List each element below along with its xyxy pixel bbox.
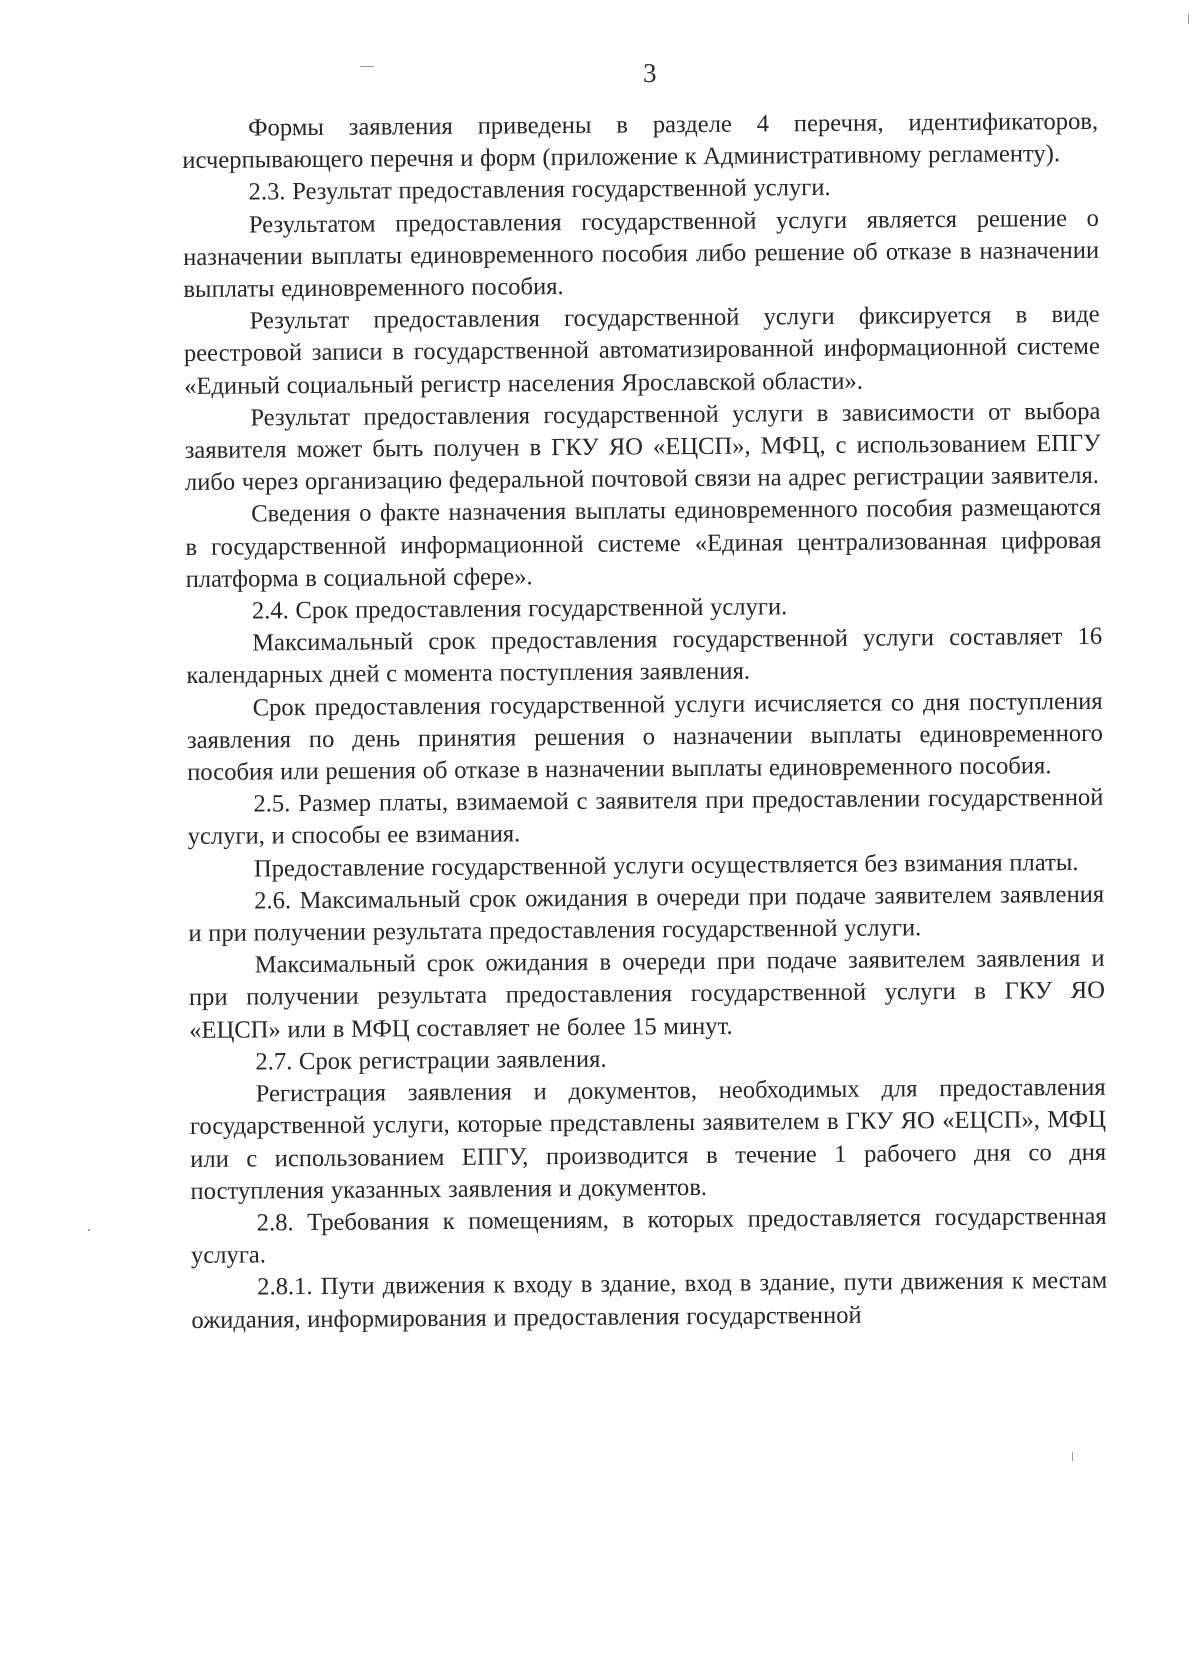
section-heading-2-4: 2.4. Срок предоставления государственной услуги. bbox=[251, 593, 788, 625]
paragraph-result: Результатом предоставления государственной услуги является решение о назначении выплаты единовременного пособия либо решение об отказе в назначении выплаты единовременного пособия. bbox=[183, 204, 1100, 304]
section-heading-2-6: 2.6. Максимальный срок ожидания в очереди при подаче заявителем заявления и при получении результата предоставления государственной услуги. bbox=[188, 880, 1105, 948]
paragraph-registration: Регистрация заявления и документов, необходимых для предоставления государственной услуги, которые представлены заявителем в ГКУ ЯО «ЕЦСП», МФЦ или с использованием ЕПГУ, производится в течение 1 рабочего дня со дня поступления указанных заявления и документов. bbox=[189, 1073, 1107, 1205]
paragraph-forms: Формы заявления приведены в разделе 4 перечня, идентификаторов, исчерпывающего перечня и форм (приложение к Административному регламенту). bbox=[182, 107, 1099, 175]
section-heading-2-8-1: 2.8.1. Пути движения к входу в здание, вход в здание, пути движения к местам ожидания, информирования и предоставления государственной bbox=[191, 1267, 1108, 1334]
scan-speck bbox=[88, 1229, 90, 1231]
paragraph-result-delivery: Результат предоставления государственной услуги в зависимости от выбора заявителя может быть получен в ГКУ ЯО «ЕЦСП», МФЦ, с использованием ЕПГУ либо через организацию федеральной почтовой связи на адрес регистрации заявителя. bbox=[184, 397, 1101, 497]
scan-speck bbox=[1188, 14, 1189, 24]
section-heading-2-8: 2.8. Требования к помещениям, в которых предоставляется государственная услуга. bbox=[190, 1202, 1107, 1270]
paragraph-queue-time: Максимальный срок ожидания в очереди при подаче заявителем заявления и при получении результата предоставления государственной услуги в ГКУ ЯО «ЕЦСП» или в МФЦ составляет не более 15 минут. bbox=[188, 945, 1106, 1044]
section-heading-2-7: 2.7. Срок регистрации заявления. bbox=[255, 1045, 607, 1076]
paragraph-term-calculation: Срок предоставления государственной услуги исчисляется со дня поступления заявления по день принятия решения о назначении выплаты единовременного пособия или решения об отказе в назначении выплаты единовременного пособия. bbox=[186, 687, 1104, 787]
paragraph-free-of-charge: Предоставление государственной услуги осуществляется без взимания платы. bbox=[253, 848, 1079, 883]
paragraph-max-term: Максимальный срок предоставления государственной услуги составляет 16 календарных дней с момента поступления заявления. bbox=[186, 623, 1103, 690]
section-heading-2-3: 2.3. Результат предоставления государственной услуги. bbox=[248, 174, 831, 206]
section-heading-2-5: 2.5. Размер платы, взимаемой с заявителя при предоставлении государственной услуги, и способы ее взимания. bbox=[187, 784, 1104, 851]
document-body bbox=[182, 106, 1108, 1337]
page-number: 3 bbox=[643, 58, 657, 88]
paragraph-information: Сведения о факте назначения выплаты единовременного пособия размещаются в государственной информационной системе «Единая централизованная цифровая платформа в социальной сфере». bbox=[185, 494, 1102, 593]
scan-speck bbox=[1072, 1452, 1073, 1461]
paragraph-result-record: Результат предоставления государственной услуги фиксируется в виде реестровой записи в государственной автоматизированной информационной системе «Единый социальный регистр населения Ярославской области». bbox=[183, 301, 1100, 400]
scan-speck bbox=[360, 66, 374, 67]
